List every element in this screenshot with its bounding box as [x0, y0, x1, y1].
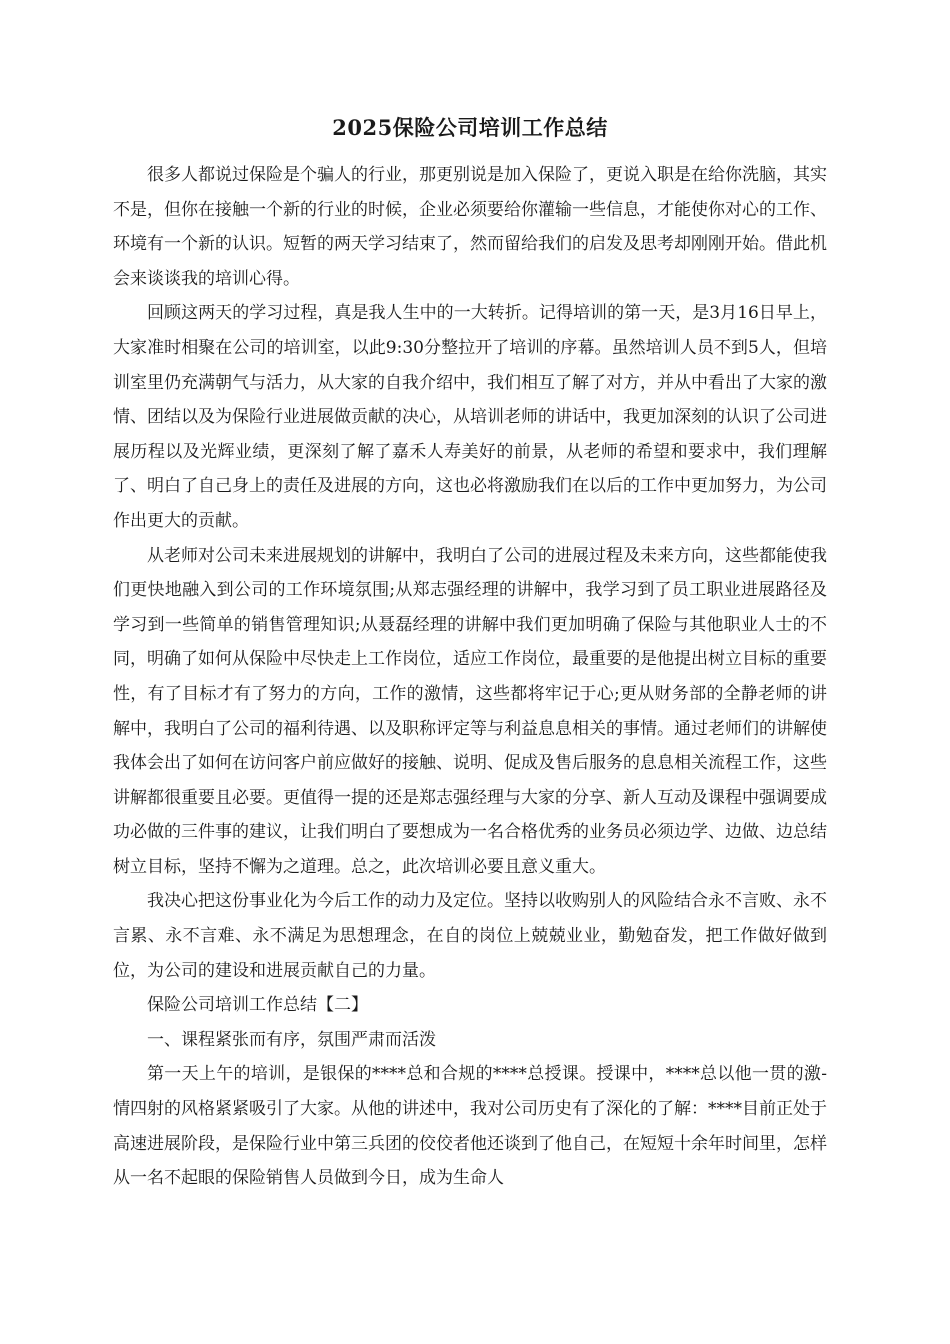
- section-heading-part-two: 保险公司培训工作总结【二】: [147, 995, 368, 1016]
- subheading-course: 一、课程紧张而有序，氛围严肃而活泼: [147, 1029, 436, 1050]
- paragraph-lectures: 从老师对公司未来进展规划的讲解中，我明白了公司的进展过程及未来方向，这些都能使我们更快地融入到公司的工作环境氛围;从郑志强经理的讲解中，我学习到了员工职业进展路径及学习到一些简单的销售管理知识;从聂磊经理的讲解中我们更加明确了保险与其他职业人士的不同，明确了如何从保险中尽快走上工作岗位，适应工作岗位，最重要的是他提出树立目标的重要性，有了目标才有了努力的方向，工作的激情，这些都将牢记于心;更从财务部的全静老师的讲解中，我明白了公司的福利待遇、以及职称评定等与利益息息相关的事情。通过老师们的讲解使我体会出了如何在访问客户前应做好的接触、说明、促成及售后服务的息息相关流程工作，这些讲解都很重要且必要。更值得一提的还是郑志强经理与大家的分享、新人互动及课程中强调要成功必做的三件事的建议，让我们明白了要想成为一名合格优秀的业务员必须边学、边做、边总结树立目标，坚持不懈为之道理。总之，此次培训必要且意义重大。: [113, 545, 827, 877]
- paragraph-review: 回顾这两天的学习过程，真是我人生中的一大转折。记得培训的第一天，是3月16日早上，大家准时相聚在公司的培训室，以此9:30分整拉开了培训的序幕。虽然培训人员不到5人，但培训室里仍充满朝气与活力，从大家的自我介绍中，我们相互了解了对方，并从中看出了大家的激情、团结以及为保险行业进展做贡献的决心，从培训老师的讲话中，我更加深刻的认识了公司进展历程以及光辉业绩，更深刻了解了嘉禾人寿美好的前景，从老师的希望和要求中，我们理解了、明白了自己身上的责任及进展的方向，这也必将激励我们在以后的工作中更加努力，为公司作出更大的贡献。: [113, 303, 827, 531]
- paragraph-first-day: 第一天上午的培训，是银保的****总和合规的****总授课。授课中，****总以他一贯的激-情四射的风格紧紧吸引了大家。从他的讲述中，我对公司历史有了深化的了解：****目前正处于高速进展阶段，是保险行业中第三兵团的佼佼者他还谈到了他自己，在短短十余年时间里，怎样从一名不起眼的保险销售人员做到今日，成为生命人: [113, 1064, 827, 1189]
- document-page: [113, 112, 827, 1196]
- paragraph-resolution: 我决心把这份事业化为今后工作的动力及定位。坚持以收购别人的风险结合永不言败、永不言累、永不言难、永不满足为思想理念，在自的岗位上兢兢业业，勤勉奋发，把工作做好做到位，为公司的建设和进展贡献自己的力量。: [113, 891, 827, 981]
- document-title: 2025保险公司培训工作总结: [332, 115, 608, 140]
- paragraph-intro: 很多人都说过保险是个骗人的行业，那更别说是加入保险了，更说入职是在给你洗脑，其实不是，但你在接触一个新的行业的时候，企业必须要给你灌输一些信息，才能使你对心的工作、环境有一个新的认识。短暂的两天学习结束了，然而留给我们的启发及思考却刚刚开始。借此机会来谈谈我的培训心得。: [113, 165, 827, 289]
